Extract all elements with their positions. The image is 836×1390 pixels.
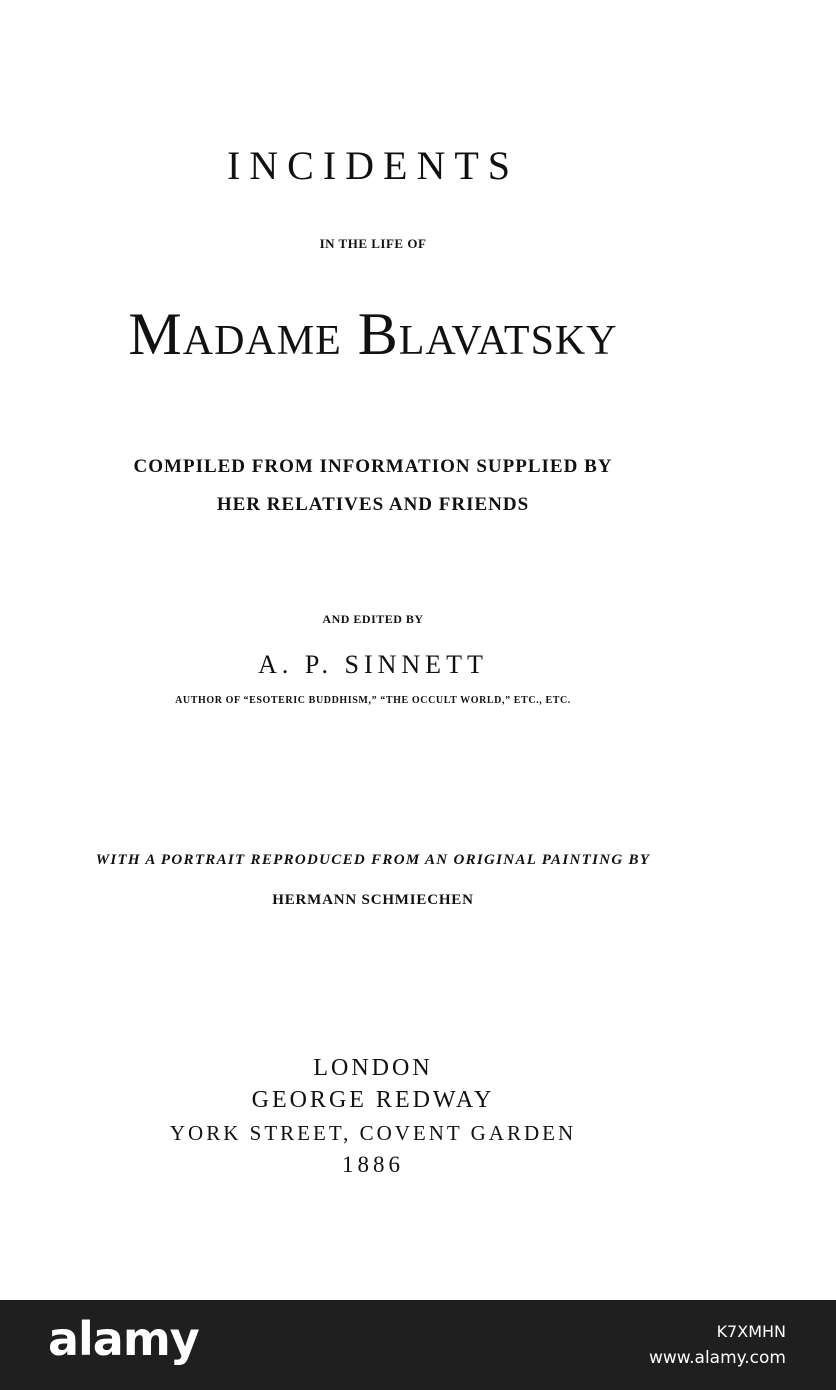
editor-credits: AUTHOR OF “ESOTERIC BUDDHISM,” “THE OCCULT WORLD,” ETC., ETC.	[175, 695, 571, 706]
book-subtitle: IN THE LIFE OF	[319, 236, 427, 251]
alamy-logo: alamy	[48, 1312, 199, 1366]
watermark-footer	[0, 1300, 836, 1390]
imprint-publisher: GEORGE REDWAY	[251, 1087, 495, 1113]
editor-name: A. P. SINNETT	[258, 650, 488, 679]
compiled-line-2: HER RELATIVES AND FRIENDS	[216, 494, 530, 515]
subject-name: Madame Blavatsky	[128, 301, 618, 367]
imprint-address: YORK STREET, COVENT GARDEN	[169, 1121, 577, 1145]
edited-by-label: AND EDITED BY	[322, 612, 424, 626]
portrait-note: WITH A PORTRAIT REPRODUCED FROM AN ORIGINAL PAINTING BY	[95, 852, 651, 868]
footer-url: www.alamy.com	[648, 1348, 786, 1368]
painter-name: HERMANN SCHMIECHEN	[272, 892, 474, 908]
book-title: INCIDENTS	[226, 143, 520, 188]
imprint-year: 1886	[342, 1152, 404, 1177]
compiled-line-1: COMPILED FROM INFORMATION SUPPLIED BY	[133, 456, 613, 477]
imprint-city: LONDON	[313, 1055, 433, 1081]
compiled-note	[0, 448, 746, 524]
image-id: K7XMHN	[716, 1322, 786, 1341]
